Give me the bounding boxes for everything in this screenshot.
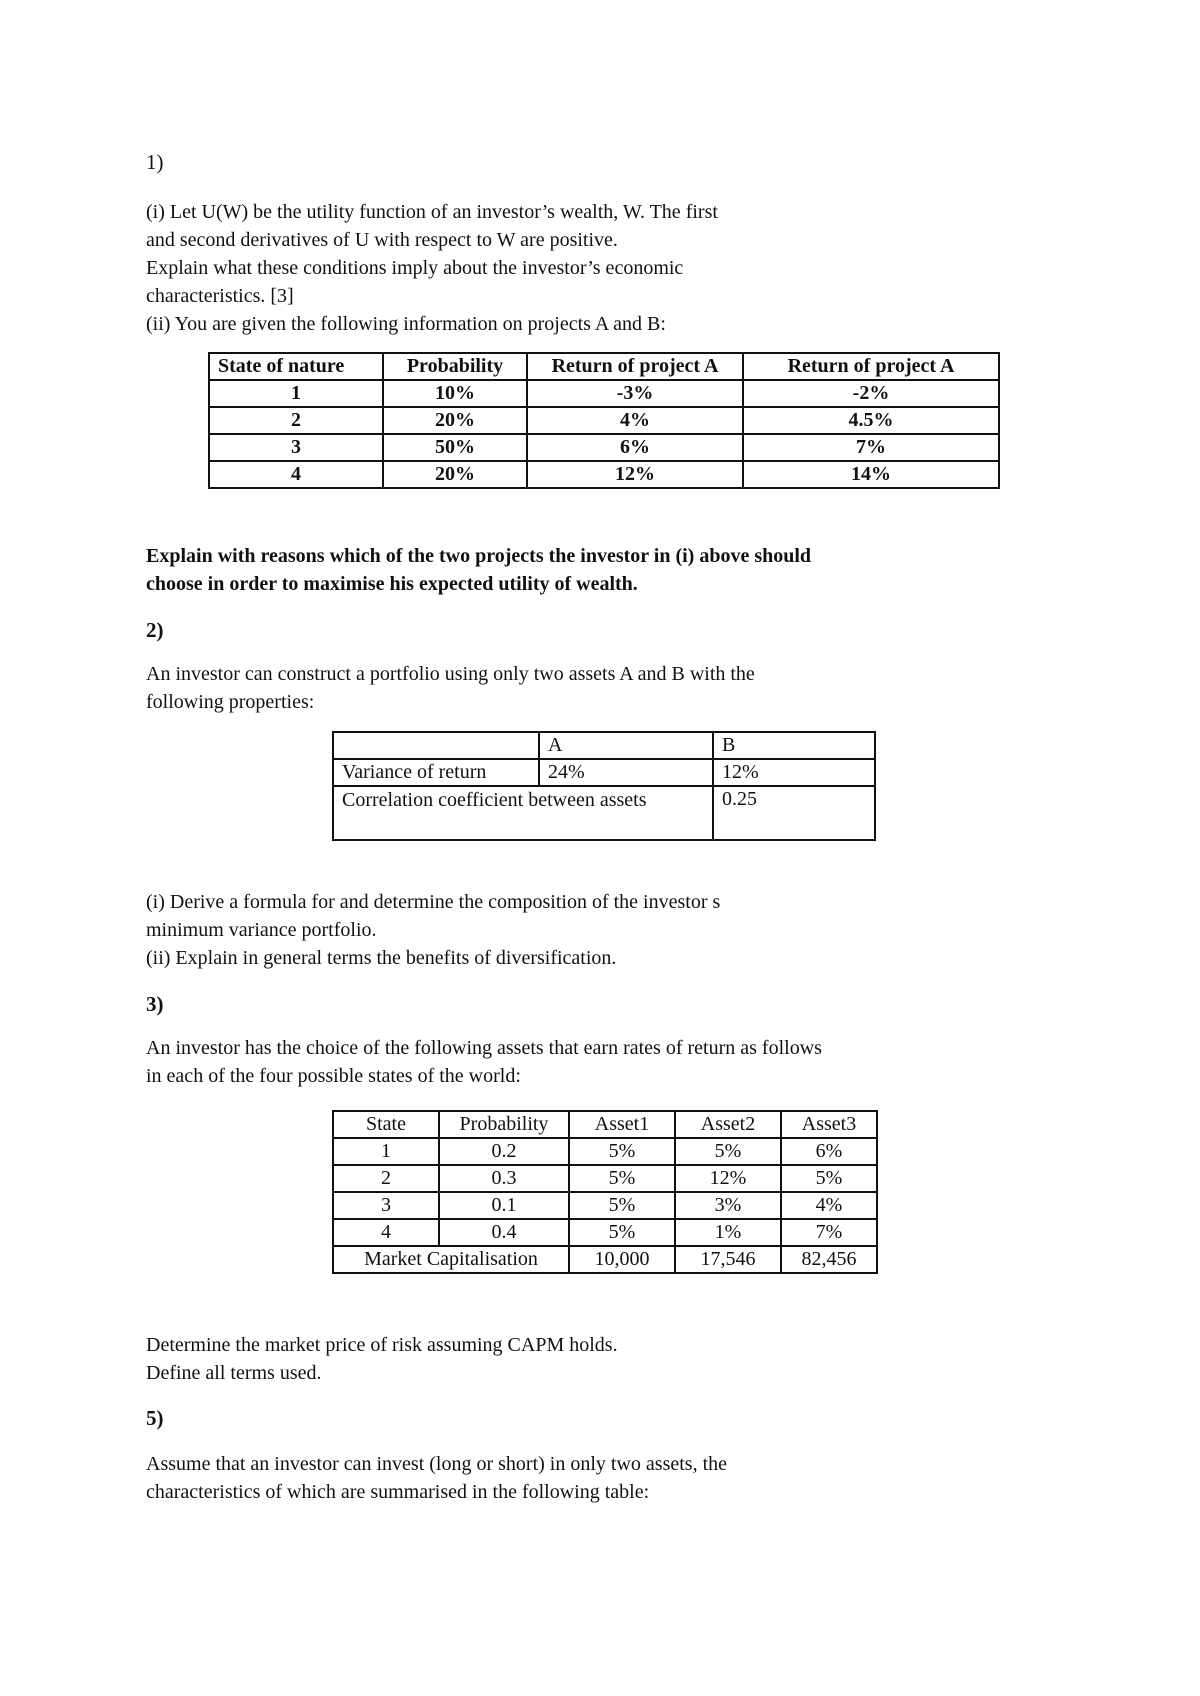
question-2-parts [146,888,720,972]
cell: 7% [781,1219,877,1246]
table-row [209,434,999,461]
table-row [333,1192,877,1219]
cell: 5% [569,1138,675,1165]
market-cap-asset3: 82,456 [781,1246,877,1273]
question-1-instruction [146,542,811,598]
q1-line-5: (ii) You are given the following information on projects A and B: [146,313,666,335]
cell: 0.3 [439,1165,569,1192]
cell: 3 [209,434,383,461]
question-2-intro [146,660,755,716]
cell: 20% [383,407,527,434]
table-row [209,461,999,488]
cell: 1 [333,1138,439,1165]
q2-intro-line-2: following properties: [146,691,315,713]
cell: 12% [527,461,743,488]
cell: 4 [333,1219,439,1246]
cell: 6% [781,1138,877,1165]
cell: 5% [569,1192,675,1219]
cell: 50% [383,434,527,461]
q5-intro-line-1: Assume that an investor can invest (long or short) in only two assets, the [146,1453,728,1475]
cell: 1 [209,380,383,407]
q1-instruction-line-1: Explain with reasons which of the two projects the investor in (i) above should [146,545,812,567]
header-return-b: Return of project A [743,353,999,380]
header-asset-a: A [539,732,713,759]
cell: 3% [675,1192,781,1219]
header-asset2: Asset2 [675,1111,781,1138]
question-5-number: 5) [146,1406,164,1430]
q5-intro-line-2: characteristics of which are summarised in the following table: [146,1481,650,1503]
header-blank [333,732,539,759]
cell: 4% [527,407,743,434]
table-row [333,759,875,786]
market-cap-asset2: 17,546 [675,1246,781,1273]
question-3-task [146,1331,618,1387]
market-cap-label: Market Capitalisation [333,1246,569,1273]
q1-line-3: Explain what these conditions imply about the investor’s economic [146,257,684,279]
cell: -2% [743,380,999,407]
cell: -3% [527,380,743,407]
question-1-part-i [146,198,718,338]
table-row [333,1138,877,1165]
cell: 14% [743,461,999,488]
states-assets-table [332,1110,878,1274]
cell: 5% [781,1165,877,1192]
cell: 4 [209,461,383,488]
header-return-a: Return of project A [527,353,743,380]
table-row [333,1219,877,1246]
projects-table [208,352,1000,489]
cell: 3 [333,1192,439,1219]
question-3-number: 3) [146,992,164,1016]
correlation-label: Correlation coefficient between assets [333,786,713,840]
header-asset1: Asset1 [569,1111,675,1138]
table-header-row [209,353,999,380]
header-asset-b: B [713,732,875,759]
q1-line-1: (i) Let U(W) be the utility function of an investor’s wealth, W. The first [146,201,718,223]
q2-part-line-1: (i) Derive a formula for and determine the composition of the investor s [146,891,721,913]
cell: 4.5% [743,407,999,434]
market-cap-asset1: 10,000 [569,1246,675,1273]
cell: 0.1 [439,1192,569,1219]
cell: 5% [569,1165,675,1192]
q3-task-line-1: Determine the market price of risk assuming CAPM holds. [146,1334,618,1356]
header-asset3: Asset3 [781,1111,877,1138]
question-1-number: 1) [146,150,164,174]
variance-label: Variance of return [333,759,539,786]
q1-line-4: characteristics. [3] [146,285,294,307]
cell: 6% [527,434,743,461]
question-2-number: 2) [146,618,164,642]
q1-instruction-line-2: choose in order to maximise his expected utility of wealth. [146,573,638,595]
question-5-intro [146,1450,727,1506]
cell: 4% [781,1192,877,1219]
cell: 20% [383,461,527,488]
q1-line-2: and second derivatives of U with respect to W are positive. [146,229,618,251]
cell: 5% [569,1219,675,1246]
table-row [209,380,999,407]
question-3-intro [146,1034,822,1090]
table-header-row [333,1111,877,1138]
variance-b: 12% [713,759,875,786]
q2-part-line-2: minimum variance portfolio. [146,919,377,941]
cell: 2 [333,1165,439,1192]
cell: 2 [209,407,383,434]
cell: 7% [743,434,999,461]
cell: 12% [675,1165,781,1192]
cell: 0.4 [439,1219,569,1246]
table-row [333,1165,877,1192]
header-probability: Probability [439,1111,569,1138]
q3-intro-line-2: in each of the four possible states of the world: [146,1065,521,1087]
variance-a: 24% [539,759,713,786]
q2-part-line-3: (ii) Explain in general terms the benefits of diversification. [146,947,617,969]
header-probability: Probability [383,353,527,380]
cell: 1% [675,1219,781,1246]
table-row [333,786,875,840]
table-row [333,1246,877,1273]
q3-task-line-2: Define all terms used. [146,1362,322,1384]
cell: 10% [383,380,527,407]
table-header-row [333,732,875,759]
header-state: State [333,1111,439,1138]
cell: 5% [675,1138,781,1165]
q3-intro-line-1: An investor has the choice of the following assets that earn rates of return as follows [146,1037,822,1059]
table-row [209,407,999,434]
assets-properties-table [332,731,876,841]
correlation-value: 0.25 [713,786,875,840]
header-state: State of nature [209,353,383,380]
q2-intro-line-1: An investor can construct a portfolio using only two assets A and B with the [146,663,755,685]
cell: 0.2 [439,1138,569,1165]
